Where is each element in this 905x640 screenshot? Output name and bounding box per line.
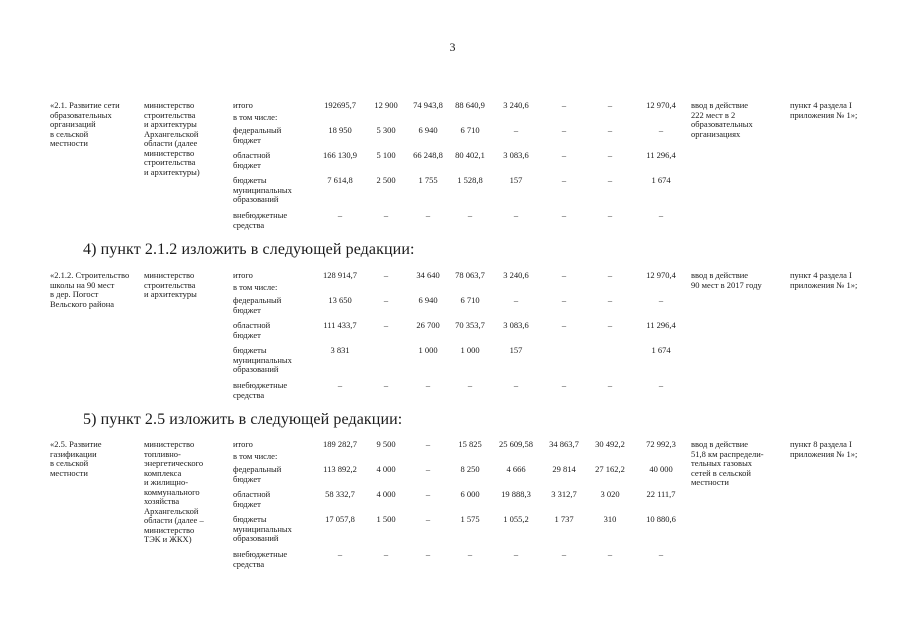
amount-cell: 113 892,2 [323, 464, 357, 474]
amount-cell: – [383, 210, 389, 220]
section-heading-5: 5) пункт 2.5 изложить в следующей редакции: [83, 411, 403, 428]
amount-cell: 9 500 [376, 439, 396, 449]
amount-cell: – [561, 320, 567, 330]
funding-source: внебюджетные средства [233, 210, 288, 230]
expected-result: ввод в действие 51,8 км распредели- тельных газовых сетей в сельской местности [691, 439, 764, 487]
amount-cell: 10 880,6 [646, 514, 676, 524]
amount-cell: 29 814 [552, 464, 576, 474]
amount-cell: 80 402,1 [455, 150, 485, 160]
amount-cell: – [561, 549, 567, 559]
amount-cell: – [607, 320, 613, 330]
funding-source: итого [233, 439, 253, 449]
reference: пункт 4 раздела I приложения № 1»; [790, 100, 858, 120]
amount-cell: – [607, 549, 613, 559]
amount-cell: 3 020 [600, 489, 620, 499]
amount-cell: – [607, 295, 613, 305]
amount-cell: 30 492,2 [595, 439, 625, 449]
funding-source: федеральный бюджет [233, 125, 282, 145]
amount-cell: 7 614,8 [327, 175, 353, 185]
amount-cell: – [513, 380, 519, 390]
funding-source: бюджеты муниципальных образований [233, 514, 292, 543]
amount-cell: – [383, 295, 389, 305]
amount-cell: – [467, 380, 473, 390]
amount-cell: 4 000 [376, 489, 396, 499]
amount-cell: 1 000 [460, 345, 480, 355]
amount-cell: 1 528,8 [457, 175, 483, 185]
amount-cell: 310 [603, 514, 617, 524]
amount-cell: 1 055,2 [503, 514, 529, 524]
amount-cell: – [425, 549, 431, 559]
expected-result: ввод в действие 90 мест в 2017 году [691, 270, 762, 290]
amount-cell: 157 [509, 345, 523, 355]
amount-cell: – [383, 320, 389, 330]
amount-cell: – [383, 270, 389, 280]
amount-cell: 3 831 [330, 345, 350, 355]
amount-cell: 4 000 [376, 464, 396, 474]
amount-cell: 6 940 [418, 295, 438, 305]
amount-cell: 3 312,7 [551, 489, 577, 499]
amount-cell: – [425, 489, 431, 499]
amount-cell: 18 950 [328, 125, 352, 135]
amount-cell: 40 000 [649, 464, 673, 474]
amount-cell: 111 433,7 [323, 320, 357, 330]
funding-source: в том числе: [233, 282, 278, 292]
amount-cell: 11 296,4 [646, 320, 676, 330]
amount-cell: – [607, 270, 613, 280]
amount-cell: 6 710 [460, 295, 480, 305]
amount-cell: 25 609,58 [499, 439, 533, 449]
funding-source: итого [233, 100, 253, 110]
funding-source: областной бюджет [233, 320, 271, 340]
amount-cell: 1 674 [651, 345, 671, 355]
amount-cell: 22 111,7 [646, 489, 676, 499]
amount-cell: 6 710 [460, 125, 480, 135]
amount-cell: 6 000 [460, 489, 480, 499]
funding-source: областной бюджет [233, 489, 271, 509]
funding-source: бюджеты муниципальных образований [233, 175, 292, 204]
amount-cell: – [607, 210, 613, 220]
amount-cell: – [658, 295, 664, 305]
amount-cell: – [337, 210, 343, 220]
amount-cell: 192695,7 [324, 100, 356, 110]
item-name: «2.5. Развитие газификации в сельской местности [50, 439, 102, 478]
amount-cell: – [607, 100, 613, 110]
amount-cell: – [383, 549, 389, 559]
amount-cell: 26 700 [416, 320, 440, 330]
amount-cell: – [561, 175, 567, 185]
funding-source: в том числе: [233, 112, 278, 122]
amount-cell: 17 057,8 [325, 514, 355, 524]
amount-cell: 1 755 [418, 175, 438, 185]
amount-cell: 70 353,7 [455, 320, 485, 330]
amount-cell: 74 943,8 [413, 100, 443, 110]
amount-cell: – [337, 380, 343, 390]
amount-cell: – [607, 175, 613, 185]
item-name: «2.1.2. Строительство школы на 90 мест в дер. Погост Вельского района [50, 270, 130, 309]
amount-cell: 58 332,7 [325, 489, 355, 499]
amount-cell: 8 250 [460, 464, 480, 474]
amount-cell: – [561, 150, 567, 160]
amount-cell: 34 640 [416, 270, 440, 280]
amount-cell: – [607, 125, 613, 135]
executor: министерство строительства и архитектуры Архангельской области (далее министерство строительства и архитектуры) [144, 100, 200, 177]
funding-source: федеральный бюджет [233, 295, 282, 315]
amount-cell: 3 083,6 [503, 320, 529, 330]
funding-source: областной бюджет [233, 150, 271, 170]
amount-cell: – [425, 464, 431, 474]
expected-result: ввод в действие 222 мест в 2 образовательных организациях [691, 100, 753, 139]
amount-cell: 189 282,7 [323, 439, 357, 449]
funding-source: федеральный бюджет [233, 464, 282, 484]
amount-cell: 3 240,6 [503, 270, 529, 280]
amount-cell: – [561, 380, 567, 390]
amount-cell: 4 666 [506, 464, 526, 474]
reference: пункт 4 раздела I приложения № 1»; [790, 270, 858, 290]
amount-cell: 1 674 [651, 175, 671, 185]
funding-source: внебюджетные средства [233, 549, 288, 569]
executor: министерство топливно- энергетического комплекса и жилищно- коммунального хозяйства Архангельской области (далее – министерство ТЭК и ЖКХ) [144, 439, 204, 544]
amount-cell: 1 000 [418, 345, 438, 355]
amount-cell: 1 737 [554, 514, 574, 524]
amount-cell: – [513, 549, 519, 559]
amount-cell: – [425, 210, 431, 220]
funding-source: внебюджетные средства [233, 380, 288, 400]
amount-cell: – [425, 439, 431, 449]
amount-cell: – [561, 295, 567, 305]
funding-source: бюджеты муниципальных образований [233, 345, 292, 374]
amount-cell: 12 900 [374, 100, 398, 110]
amount-cell: 72 992,3 [646, 439, 676, 449]
amount-cell: 88 640,9 [455, 100, 485, 110]
amount-cell: – [658, 380, 664, 390]
amount-cell: – [607, 150, 613, 160]
amount-cell: 15 825 [458, 439, 482, 449]
amount-cell: – [658, 125, 664, 135]
amount-cell: 19 888,3 [501, 489, 531, 499]
amount-cell: 166 130,9 [323, 150, 357, 160]
amount-cell: 3 083,6 [503, 150, 529, 160]
amount-cell: – [513, 125, 519, 135]
amount-cell: – [425, 514, 431, 524]
amount-cell: – [513, 210, 519, 220]
reference: пункт 8 раздела I приложения № 1»; [790, 439, 858, 459]
amount-cell: – [607, 380, 613, 390]
amount-cell: – [337, 549, 343, 559]
amount-cell: 34 863,7 [549, 439, 579, 449]
amount-cell: – [383, 380, 389, 390]
amount-cell: – [467, 549, 473, 559]
amount-cell: – [658, 549, 664, 559]
amount-cell: – [467, 210, 473, 220]
amount-cell: – [425, 380, 431, 390]
section-heading-4: 4) пункт 2.1.2 изложить в следующей редакции: [83, 241, 415, 258]
amount-cell: 3 240,6 [503, 100, 529, 110]
amount-cell: – [513, 295, 519, 305]
amount-cell: 2 500 [376, 175, 396, 185]
item-name: «2.1. Развитие сети образовательных организаций в сельской местности [50, 100, 120, 148]
amount-cell: – [561, 270, 567, 280]
amount-cell: 157 [509, 175, 523, 185]
amount-cell: 11 296,4 [646, 150, 676, 160]
amount-cell: 12 970,4 [646, 100, 676, 110]
amount-cell: – [561, 210, 567, 220]
amount-cell: 27 162,2 [595, 464, 625, 474]
amount-cell: – [561, 125, 567, 135]
page-number: 3 [449, 40, 456, 54]
amount-cell: 78 063,7 [455, 270, 485, 280]
funding-source: в том числе: [233, 451, 278, 461]
funding-source: итого [233, 270, 253, 280]
amount-cell: 13 650 [328, 295, 352, 305]
amount-cell: 5 300 [376, 125, 396, 135]
amount-cell: 5 100 [376, 150, 396, 160]
amount-cell: 6 940 [418, 125, 438, 135]
executor: министерство строительства и архитектуры [144, 270, 197, 299]
amount-cell: – [561, 100, 567, 110]
amount-cell: 1 500 [376, 514, 396, 524]
amount-cell: 66 248,8 [413, 150, 443, 160]
amount-cell: 12 970,4 [646, 270, 676, 280]
amount-cell: 128 914,7 [323, 270, 357, 280]
amount-cell: – [658, 210, 664, 220]
amount-cell: 1 575 [460, 514, 480, 524]
